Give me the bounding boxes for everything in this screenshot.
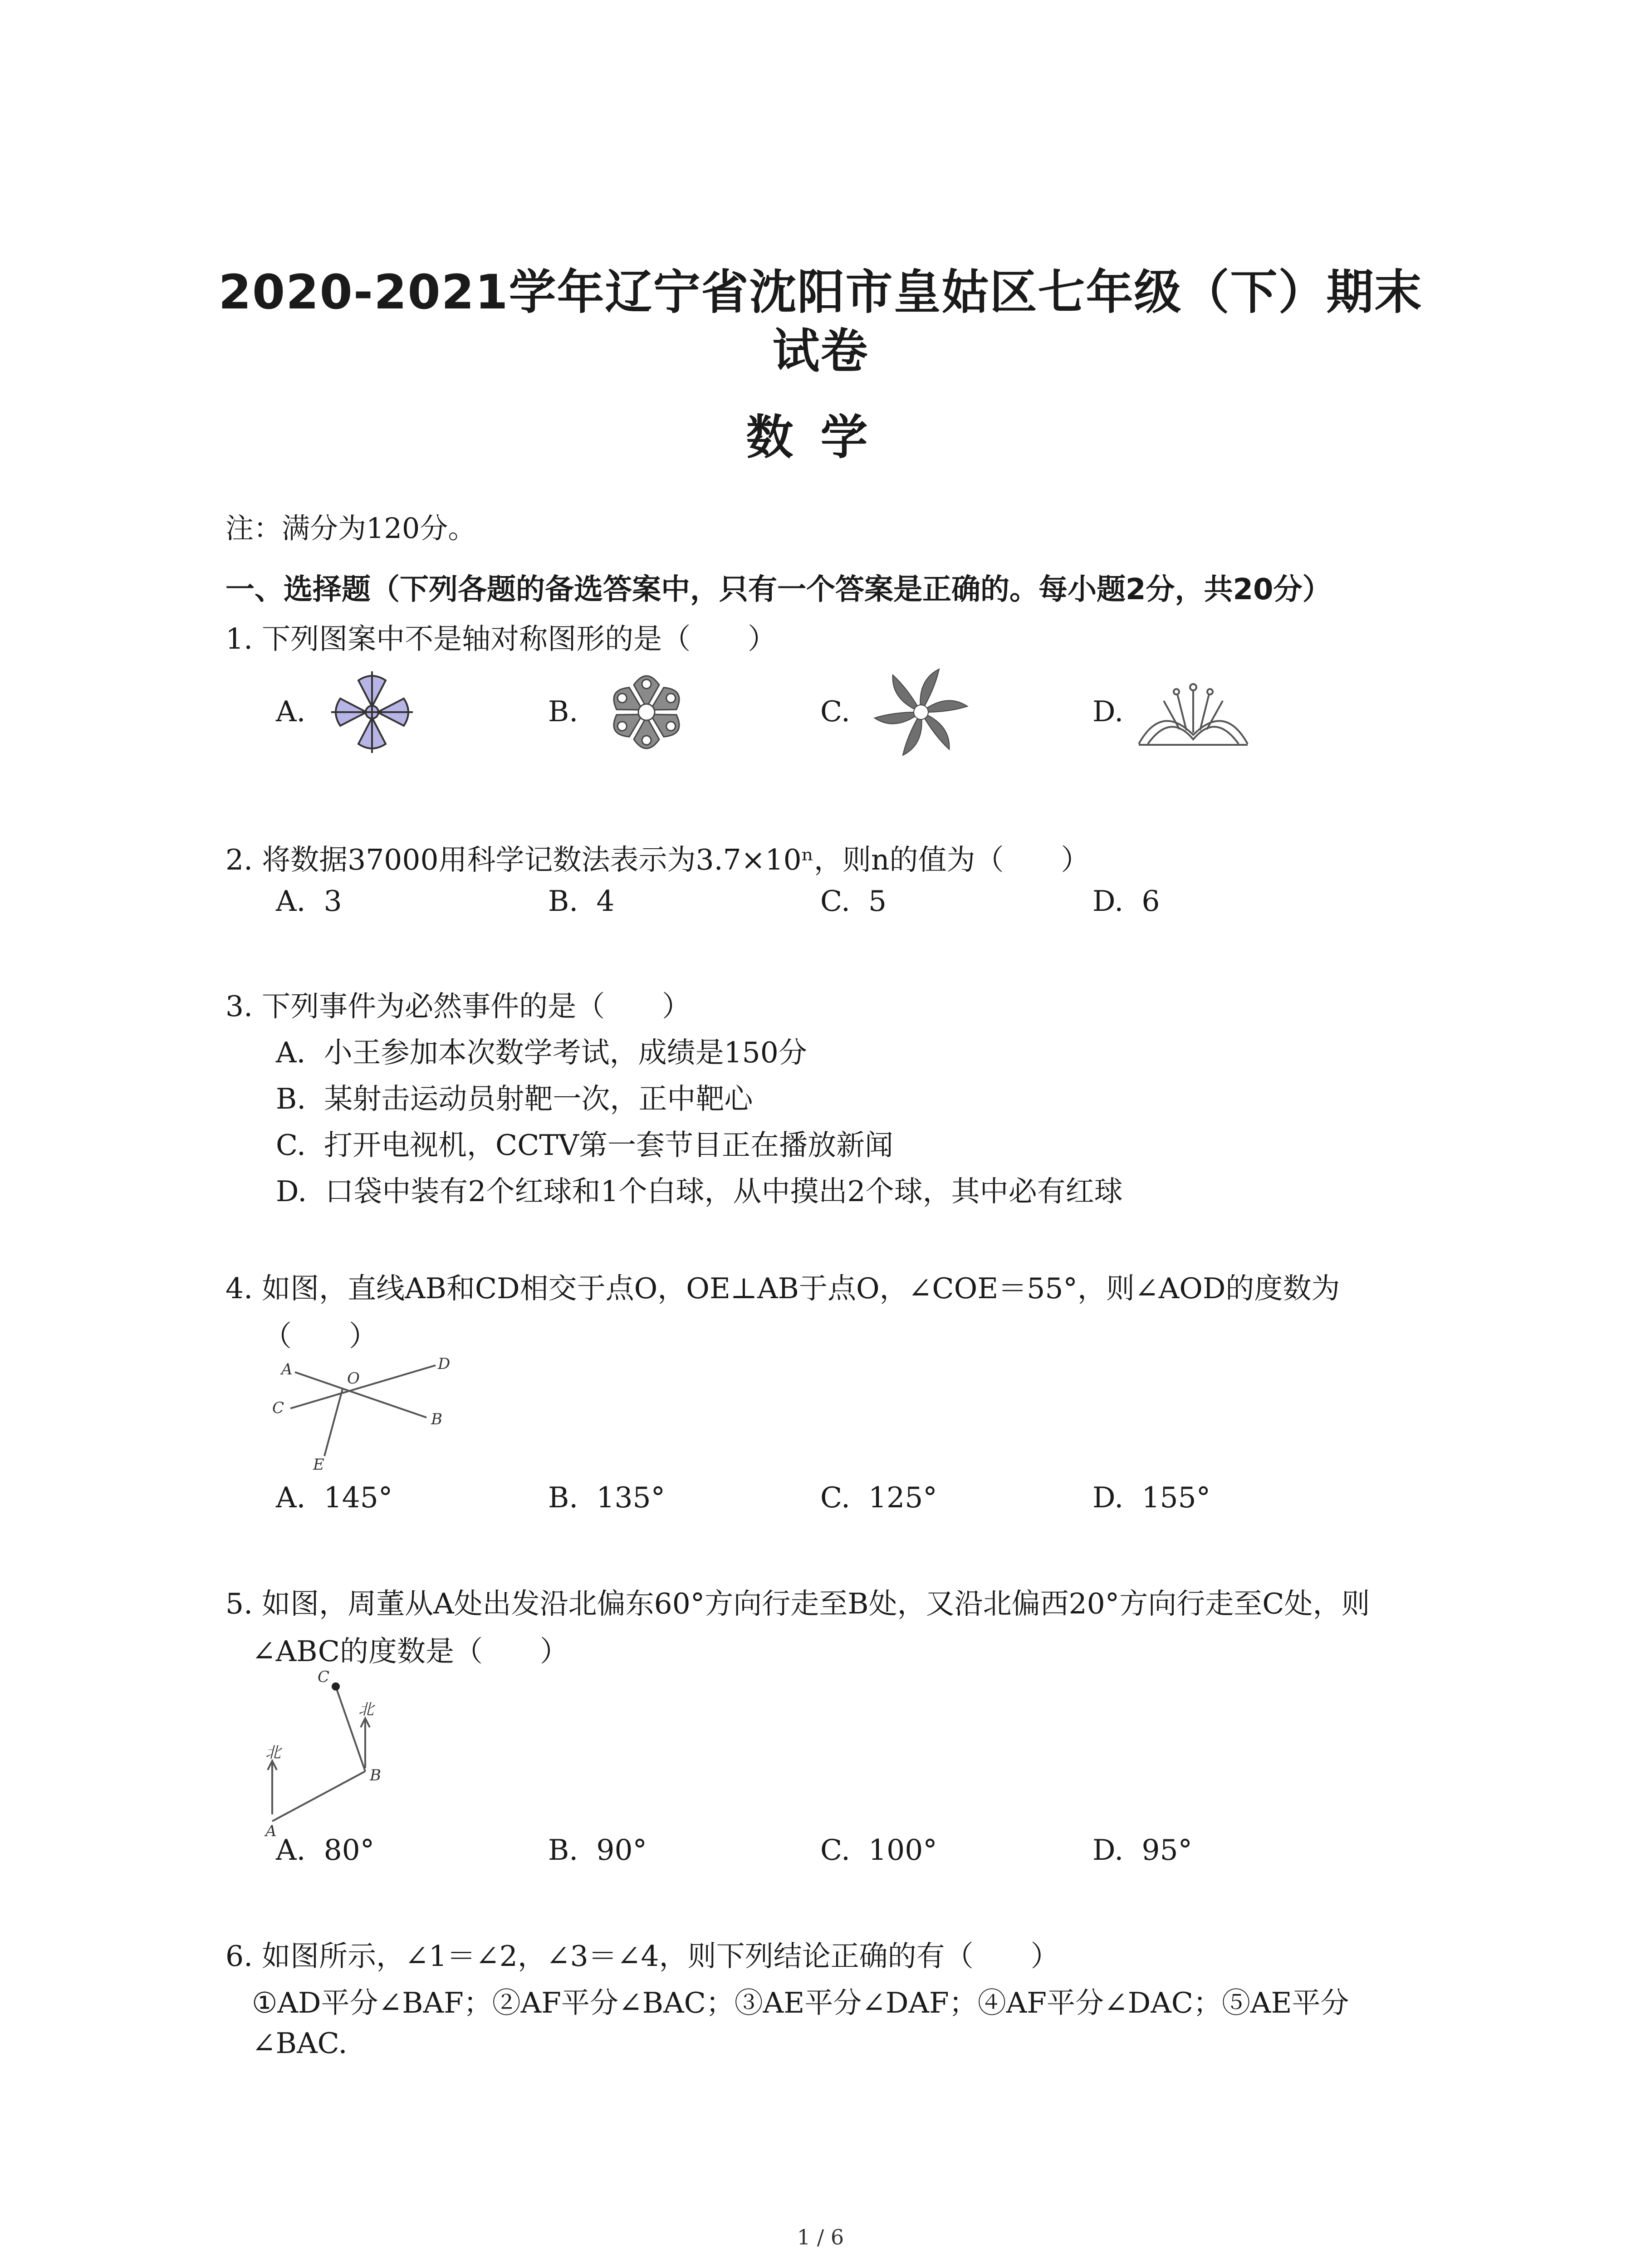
option-label: D. xyxy=(276,1175,307,1208)
q3-option-d xyxy=(276,1168,1123,1210)
point-c-dot xyxy=(332,1682,340,1691)
q2-option-a xyxy=(276,885,342,918)
title-line-1: 2020-2021学年辽宁省沈阳市皇姑区七年级（下）期末 xyxy=(218,264,1423,320)
q4-option-b xyxy=(548,1481,665,1514)
option-text: 125° xyxy=(868,1481,937,1514)
q1-figure-a xyxy=(327,667,417,758)
q1-option-c-label: C. xyxy=(820,695,850,728)
option-text: 80° xyxy=(323,1833,375,1867)
option-label: A. xyxy=(276,1833,306,1867)
option-label: B. xyxy=(548,885,578,918)
full-score-note: 注：满分为120分。 xyxy=(225,512,476,545)
label-a: A xyxy=(281,1360,293,1378)
q1-figure-b xyxy=(599,662,694,762)
q1-option-d-label: D. xyxy=(1092,695,1124,728)
subject-title: 数学 xyxy=(746,410,895,465)
label-o: O xyxy=(347,1369,360,1388)
q4-option-a xyxy=(276,1481,392,1514)
label-b: B xyxy=(431,1410,442,1428)
question-6-line-2: ①AD平分∠BAF；②AF平分∠BAC；③AE平分∠DAF；④AF平分∠DAC；⑤AE平分 xyxy=(252,1986,1349,2019)
option-text: 90° xyxy=(596,1833,647,1867)
question-2-stem: 2. 将数据37000用科学记数法表示为3.7×10ⁿ，则n的值为（ ） xyxy=(225,843,1090,876)
q3-option-a xyxy=(276,1030,807,1071)
option-label: A. xyxy=(276,885,306,918)
option-label: C. xyxy=(820,885,850,918)
q2-option-d xyxy=(1092,885,1160,918)
question-6-stem: 6. 如图所示，∠1＝∠2，∠3＝∠4，则下列结论正确的有（ ） xyxy=(225,1940,1059,1973)
option-label: B. xyxy=(548,1481,578,1514)
label-c: C xyxy=(318,1668,330,1686)
q4-lines-figure xyxy=(263,1356,458,1479)
q1-option-a-label: A. xyxy=(276,695,306,728)
option-label: A. xyxy=(276,1036,306,1069)
q2-option-c xyxy=(820,885,887,918)
question-5-stem-cont: ∠ABC的度数是（ ） xyxy=(252,1635,568,1668)
label-north-b: 北 xyxy=(358,1701,374,1719)
option-label: B. xyxy=(276,1082,306,1115)
question-4-stem-cont: （ ） xyxy=(263,1320,377,1353)
label-c: C xyxy=(272,1399,284,1417)
q1-figure-c xyxy=(871,662,971,762)
label-d: D xyxy=(438,1355,451,1373)
option-text: 4 xyxy=(596,885,615,918)
label-north-a: 北 xyxy=(265,1744,281,1762)
question-5-stem: 5. 如图，周董从A处出发沿北偏东60°方向行走至B处，又沿北偏西20°方向行走至C处，则 xyxy=(225,1587,1370,1620)
option-text: 打开电视机，CCTV第一套节目正在播放新闻 xyxy=(324,1129,893,1162)
q4-option-d xyxy=(1092,1481,1210,1514)
q5-option-d xyxy=(1092,1833,1192,1867)
q5-option-b xyxy=(548,1833,647,1867)
option-text: 小王参加本次数学考试，成绩是150分 xyxy=(323,1036,807,1069)
option-text: 95° xyxy=(1141,1833,1193,1867)
q5-option-a xyxy=(276,1833,374,1867)
option-label: D. xyxy=(1092,885,1124,918)
option-label: C. xyxy=(820,1833,850,1867)
option-text: 6 xyxy=(1141,885,1160,918)
option-text: 5 xyxy=(868,885,887,918)
q2-option-b xyxy=(548,885,614,918)
title-line-2: 试卷 xyxy=(772,323,869,379)
q3-option-b xyxy=(276,1076,753,1117)
option-text: 155° xyxy=(1141,1481,1211,1514)
option-text: 3 xyxy=(323,885,342,918)
option-text: 100° xyxy=(868,1833,937,1867)
question-6-line-3: ∠BAC. xyxy=(252,2027,348,2060)
option-label: C. xyxy=(820,1481,850,1514)
option-label: C. xyxy=(276,1129,306,1162)
label-e: E xyxy=(313,1456,324,1474)
question-4-stem: 4. 如图，直线AB和CD相交于点O，OE⊥AB于点O，∠COE＝55°，则∠AOD的度数为 xyxy=(225,1272,1340,1305)
option-text: 145° xyxy=(323,1481,393,1514)
option-label: D. xyxy=(1092,1481,1124,1514)
option-label: A. xyxy=(276,1481,306,1514)
q4-option-c xyxy=(820,1481,937,1514)
q5-direction-figure xyxy=(256,1665,402,1840)
label-b: B xyxy=(370,1766,381,1784)
label-a: A xyxy=(265,1822,277,1840)
question-1-stem: 1. 下列图案中不是轴对称图形的是（ ） xyxy=(225,622,777,655)
q1-figure-d xyxy=(1134,676,1252,753)
question-3-stem: 3. 下列事件为必然事件的是（ ） xyxy=(225,990,691,1023)
option-label: D. xyxy=(1092,1833,1124,1867)
q1-option-b-label: B. xyxy=(548,695,578,728)
page-number: 1 / 6 xyxy=(797,2225,844,2249)
q3-option-c xyxy=(276,1122,893,1163)
option-text: 口袋中装有2个红球和1个白球，从中摸出2个球，其中必有红球 xyxy=(325,1175,1123,1208)
section-heading: 一、选择题（下列各题的备选答案中，只有一个答案是正确的。每小题2分，共20分） xyxy=(225,573,1332,606)
option-label: B. xyxy=(548,1833,578,1867)
option-text: 某射击运动员射靶一次，正中靶心 xyxy=(324,1082,753,1115)
option-text: 135° xyxy=(596,1481,666,1514)
q5-option-c xyxy=(820,1833,937,1867)
